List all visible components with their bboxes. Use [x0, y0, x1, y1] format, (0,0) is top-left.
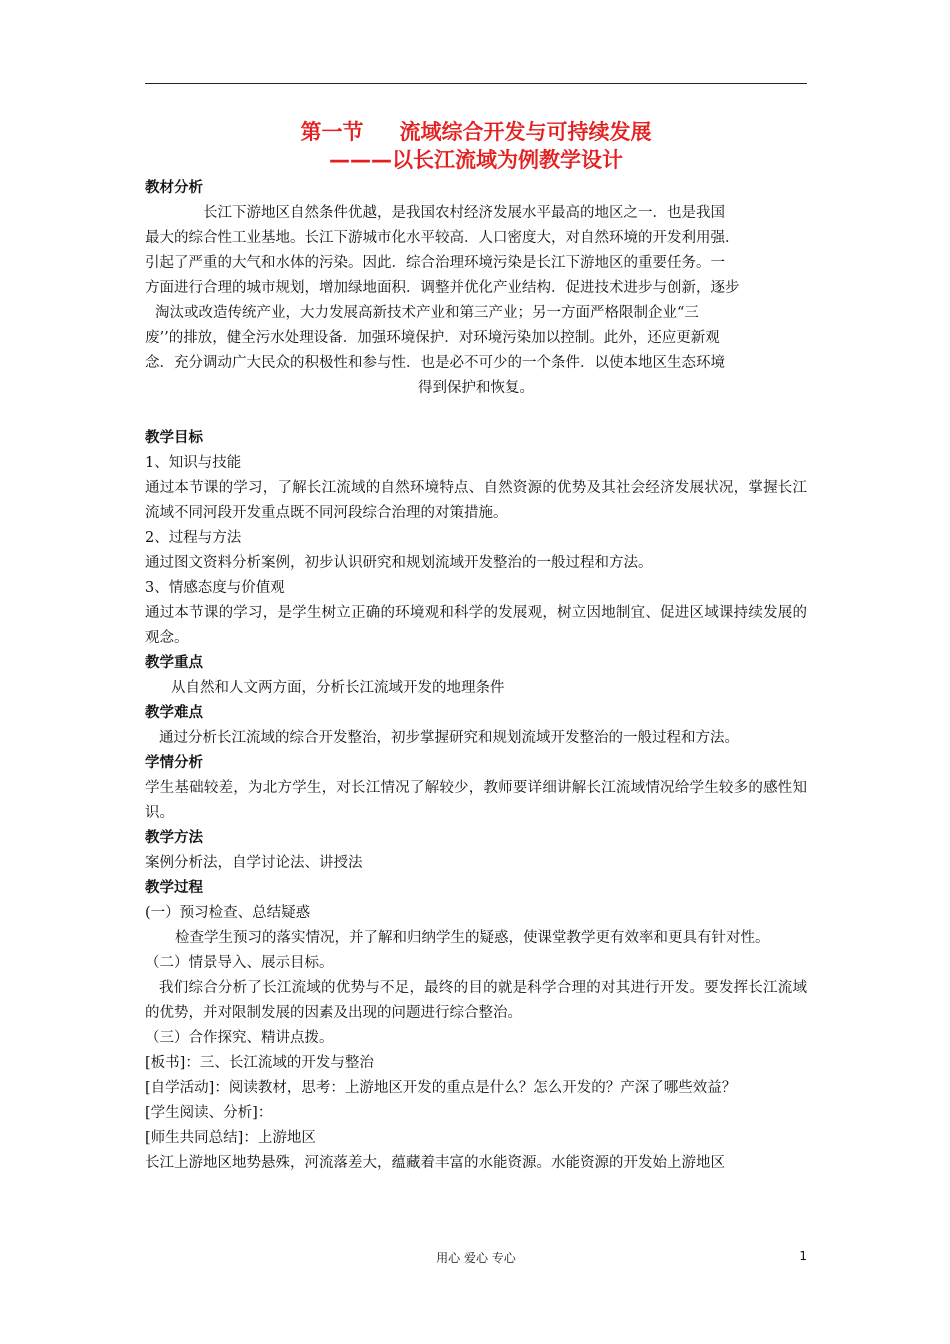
step-1-text: 检查学生预习的落实情况，并了解和归纳学生的疑惑，使课堂教学更有效率和更具有针对性。 [175, 930, 770, 946]
goal-3-text: 通过本节课的学习，是学生树立正确的环境观和科学的发展观，树立因地制宜、促进区域课持续发展的观念。 [145, 605, 807, 646]
key-text: 从自然和人文两方面，分析长江流域开发的地理条件 [171, 680, 505, 696]
title-line-2: ———以长江流域为例教学设计 [329, 148, 623, 172]
goal-1-title: 1、知识与技能 [145, 455, 242, 471]
goals-heading: 教学目标 [145, 430, 203, 446]
page-footer [145, 1249, 807, 1269]
step-2-title: （二）情景导入、展示目标。 [145, 955, 334, 971]
summary-note: [师生共同总结]：上游地区 [145, 1130, 316, 1146]
material-heading: 教材分析 [145, 180, 203, 196]
step-1-title: (一）预习检查、总结疑惑 [145, 905, 311, 921]
upstream-text: 长江上游地区地势悬殊，河流落差大，蕴藏着丰富的水能资源。水能资源的开发始上游地区 [145, 1155, 725, 1171]
material-line: 得到保护和恢复。 [418, 380, 534, 396]
title-line-1 [145, 118, 807, 146]
material-line: 淘汰或改造传统产业，大力发展高新技术产业和第三产业；另一方面严格限制企业“三 [155, 305, 699, 321]
title-block [145, 118, 807, 174]
student-text: 学生基础较差，为北方学生，对长江情况了解较少，教师要详细讲解长江流域情况给学生较多的感性知识。 [145, 780, 807, 821]
reading-note: [学生阅读、分析]： [145, 1105, 273, 1121]
footer-text: 用心 爱心 专心 [436, 1251, 516, 1265]
material-line: 废’’的排放，健全污水处理设备．加强环境保护．对环境污染加以控制。此外，还应更新观 [145, 330, 720, 346]
board-note: [板书]：三、长江流域的开发与整治 [145, 1055, 374, 1071]
material-line: 引起了严重的大气和水体的污染。因此．综合治理环境污染是长江下游地区的重要任务。一 [145, 255, 725, 271]
material-line: 念．充分调动广大民众的积极性和参与性．也是必不可少的一个条件．以使本地区生态环境 [145, 355, 725, 371]
material-line: 长江下游地区自然条件优越，是我国农村经济发展水平最高的地区之一．也是我国 [203, 205, 725, 221]
difficult-text: 通过分析长江流域的综合开发整治，初步掌握研究和规划流域开发整治的一般过程和方法。 [159, 730, 739, 746]
key-heading: 教学重点 [145, 655, 203, 671]
goal-2-text: 通过图文资料分析案例，初步认识研究和规划流域开发整治的一般过程和方法。 [145, 555, 653, 571]
student-heading: 学情分析 [145, 755, 203, 771]
page-number: 1 [799, 1249, 807, 1263]
material-line: 最大的综合性工业基地。长江下游城市化水平较高．人口密度大，对自然环境的开发利用强． [145, 230, 740, 246]
self-study-note: [自学活动]：阅读教材，思考：上游地区开发的重点是什么？怎么开发的？产深了哪些效益？ [145, 1080, 737, 1096]
goal-2-title: 2、过程与方法 [145, 530, 242, 546]
step-3-title: （三）合作探究、精讲点拨。 [145, 1030, 334, 1046]
method-text: 案例分析法，自学讨论法、讲授法 [145, 855, 363, 871]
section-title: 流域综合开发与可持续发展 [399, 120, 652, 144]
goal-1-text: 通过本节课的学习，了解长江流域的自然环境特点、自然资源的优势及其社会经济发展状况，掌握长江流域不同河段开发重点既不同河段综合治理的对策措施。 [145, 480, 807, 521]
header-rule [145, 83, 807, 84]
material-line: 方面进行合理的城市规划，增加绿地面积．调整并优化产业结构．促进技术进步与创新，逐步 [145, 280, 740, 296]
step-2-text: 我们综合分析了长江流域的优势与不足，最终的目的就是科学合理的对其进行开发。要发挥长江流域的优势，并对限制发展的因素及出现的问题进行综合整治。 [145, 980, 807, 1021]
goal-3-title: 3、情感态度与价值观 [145, 580, 285, 596]
process-heading: 教学过程 [145, 880, 203, 896]
difficult-heading: 教学难点 [145, 705, 203, 721]
method-heading: 教学方法 [145, 830, 203, 846]
document-body [145, 176, 807, 1176]
section-number: 第一节 [300, 120, 364, 144]
